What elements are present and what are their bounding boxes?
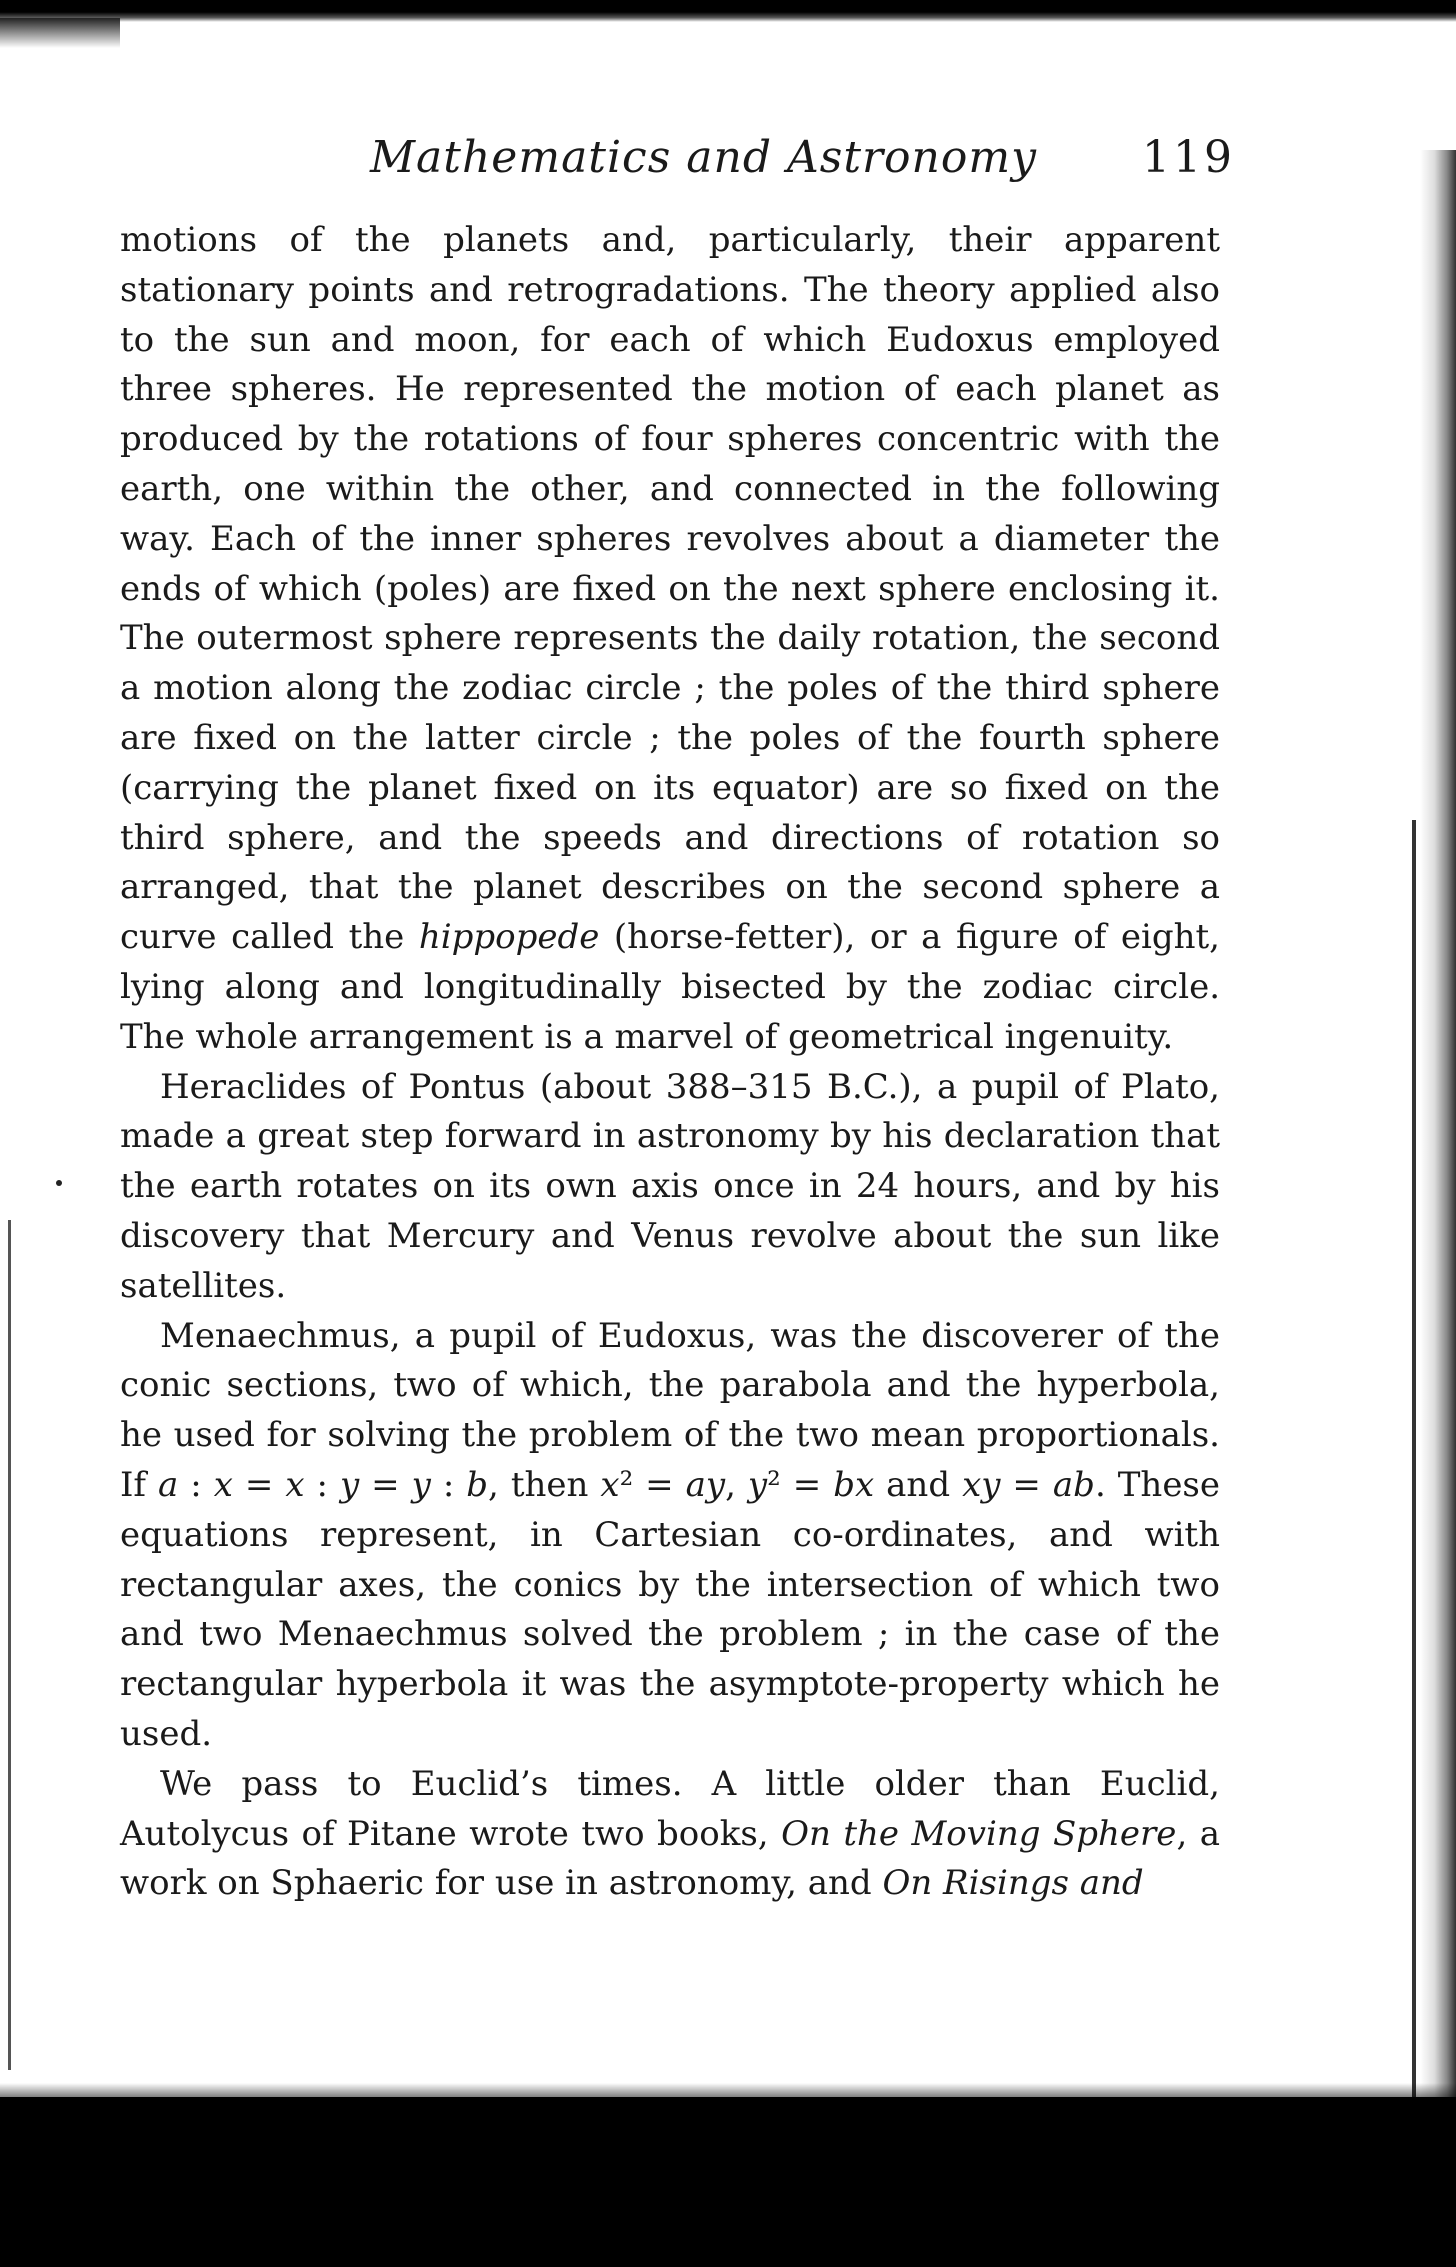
italic-text: On Risings and [882, 1863, 1144, 1904]
text-run: (horse-fetter), or a figure of eight, lying along and longitudinally bisected by the zodiac circle. The whole arrangement is a marvel of geometrical ingenuity. [120, 917, 1220, 1057]
italic-text: ab [1052, 1464, 1095, 1505]
text-run: = [359, 1464, 412, 1505]
text-run: : [178, 1464, 214, 1505]
text-run: ² = [767, 1464, 834, 1505]
paragraph-1 [120, 216, 1220, 1063]
italic-text: a [158, 1464, 179, 1505]
italic-text: x [600, 1464, 620, 1505]
text-run: Heraclides of Pontus (about 388–315 B.C.), a pupil of Plato, made a great step forward in astronomy by his declaration that the earth rotates on its own axis once in 24 hours, and by his discovery that Mercury and Venus revolve about the sun like satellites. [120, 1066, 1220, 1306]
stray-ink-mark [56, 1180, 62, 1186]
italic-text: x [285, 1464, 305, 1505]
text-run: . These equations represent, in Cartesian co-ordinates, and with rectangular axes, the conics by the intersection of which two and two Menaechmus solved the problem ; in the case of the rectangular hyperbola it was the asymptote-property which he used. [120, 1464, 1221, 1754]
italic-text: y [411, 1464, 431, 1505]
italic-text: x [213, 1464, 233, 1505]
text-run: ² = [619, 1464, 686, 1505]
text-run: = [232, 1464, 286, 1505]
italic-text: hippopede [418, 917, 600, 958]
text-run: : [304, 1464, 340, 1505]
italic-text: bx [833, 1464, 875, 1505]
text-run: = [1000, 1464, 1053, 1505]
italic-text: ay [685, 1464, 726, 1505]
paragraph-3 [120, 1312, 1220, 1760]
body-text [120, 216, 1220, 1909]
page-left-rule [8, 1220, 11, 2070]
text-run: , [725, 1464, 748, 1505]
page-number: 119 [1142, 132, 1235, 183]
page-top-edge [0, 0, 1456, 22]
text-run: : [430, 1464, 467, 1505]
paragraph-2 [120, 1063, 1220, 1312]
text-run: , a work on Sphaeric for use in astronomy, and [120, 1813, 1220, 1904]
italic-text: xy [962, 1464, 1001, 1505]
italic-text: b [466, 1464, 489, 1505]
running-title: Mathematics and Astronomy [370, 132, 1037, 183]
text-run: We pass to Euclid’s times. A little older than Euclid, Autolycus of Pitane wrote two books, [120, 1763, 1220, 1854]
page-right-rule [1412, 820, 1416, 2110]
page-header [120, 132, 1235, 192]
page-bottom-edge [0, 2097, 1456, 2267]
text-run: , then [488, 1464, 601, 1505]
paragraph-4 [120, 1760, 1220, 1909]
text-run: Menaechmus, a pupil of Eudoxus, was the discoverer of the conic sections, two of which, the parabola and the hyperbola, he used for solving the problem of the two mean proportionals. If [120, 1315, 1220, 1505]
italic-text: On the Moving Sphere [781, 1813, 1177, 1854]
page-right-shadow [1420, 150, 1456, 2140]
italic-text: y [747, 1464, 768, 1505]
italic-text: y [339, 1464, 360, 1505]
text-run: and [874, 1464, 963, 1505]
page-top-edge-shadow [0, 18, 120, 48]
text-run: motions of the planets and, particularly, their apparent stationary points and retrogradations. The theory applied also to the sun and moon, for each of which Eudoxus employed three spheres. He represented the motion of each planet as produced by the rotations of four spheres concentric with the earth, one within the other, and connected in the following way. Each of the inner spheres revolves about a diameter the ends of which (poles) are fixed on the next sphere enclosing it. The outermost sphere represents the daily rotation, the second a motion along the zodiac circle ; the poles of the third sphere are fixed on the latter circle ; the poles of the fourth sphere (carrying the planet fixed on its equator) are so fixed on the third sphere, and the speeds and directions of rotation so arranged, that the planet describes on the second sphere a curve called the [120, 220, 1220, 958]
